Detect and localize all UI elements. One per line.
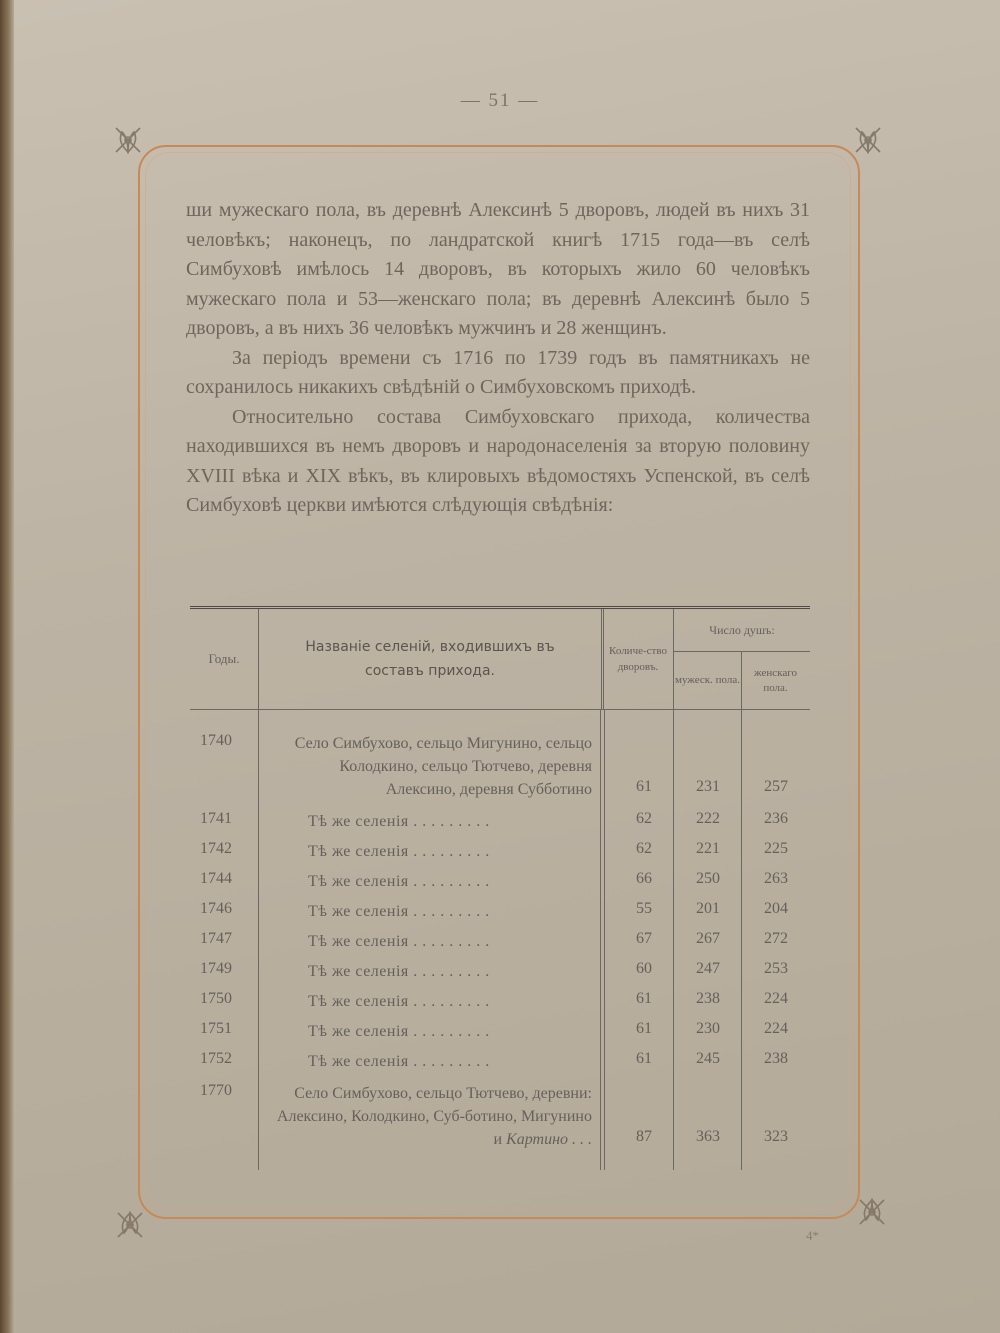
- fleuron-ornament-icon: [852, 1192, 892, 1232]
- cell-year: 1740: [200, 732, 232, 749]
- cell-year: 1746: [200, 900, 232, 917]
- cell-female: 323: [764, 1128, 788, 1145]
- header-souls: [674, 609, 810, 709]
- cell-households: 67: [636, 930, 652, 947]
- header-years: Годы.: [208, 651, 240, 666]
- cell-households: 62: [636, 840, 652, 857]
- cell-year: 1770: [200, 1082, 232, 1099]
- cell-male: 250: [696, 870, 720, 887]
- table-body: [190, 710, 810, 1170]
- parish-table: [190, 606, 810, 1170]
- cell-male: 222: [696, 810, 720, 827]
- cell-name: Тѣ же селенія . . .: [270, 1050, 592, 1073]
- cell-name: [270, 1082, 592, 1151]
- header-name: [258, 609, 604, 709]
- cell-households: 55: [636, 900, 652, 917]
- cell-name: Тѣ же селенія . . .: [270, 930, 592, 953]
- fleuron-ornament-icon: [108, 120, 148, 160]
- cell-households: 61: [636, 1020, 652, 1037]
- cell-female: 236: [764, 810, 788, 827]
- header-households: Количе-ство дворовъ.: [603, 609, 674, 709]
- cell-male: 238: [696, 990, 720, 1007]
- cell-year: 1742: [200, 840, 232, 857]
- cell-name: Тѣ же селенія . . .: [270, 1020, 592, 1043]
- cell-female: 257: [764, 778, 788, 795]
- cell-female: 224: [764, 990, 788, 1007]
- cell-households: 60: [636, 960, 652, 977]
- cell-households: 62: [636, 810, 652, 827]
- cell-households: 61: [636, 990, 652, 1007]
- cell-female: 238: [764, 1050, 788, 1067]
- cell-year: 1741: [200, 810, 232, 827]
- cell-female: 263: [764, 870, 788, 887]
- cell-year: 1744: [200, 870, 232, 887]
- cell-male: 245: [696, 1050, 720, 1067]
- cell-male: 247: [696, 960, 720, 977]
- paragraph: ши мужескаго пола, въ деревнѣ Алексинѣ 5 дворовъ, людей въ нихъ 31 человѣкъ; наконецъ, по ландратской книгѣ 1715 года—въ селѣ Симбуховѣ имѣлось 14 дворовъ, въ которыхъ жило 60 человѣкъ мужескаго пола и 53—женскаго пола; въ деревнѣ Алексинѣ было 5 дворовъ, а въ нихъ 36 человѣкъ мужчинъ и 28 женщинъ.: [186, 199, 810, 339]
- cell-female: 224: [764, 1020, 788, 1037]
- cell-name: Тѣ же селенія . . .: [270, 810, 592, 833]
- header-souls-title: Число душъ:: [674, 609, 810, 652]
- header-male: мужеск. пола.: [674, 652, 742, 709]
- cell-year: 1749: [200, 960, 232, 977]
- header-name-text: Названіе селеній, входившихъ въ составъ прихода.: [305, 639, 555, 679]
- cell-year: 1751: [200, 1020, 232, 1037]
- cell-female: 204: [764, 900, 788, 917]
- paragraph: Относительно состава Симбуховскаго прихода, количества находившихся въ немъ дворовъ и народонаселенія за вторую половину XVIII вѣка и XIX вѣкъ, въ клировыхъ вѣдомостяхъ Успенской, въ селѣ Симбуховѣ церкви имѣются слѣдующія свѣдѣнія:: [186, 405, 810, 516]
- paragraph: За періодъ времени съ 1716 по 1739 годъ въ памятникахъ не сохранилось никакихъ свѣдѣній о Симбуховскомъ приходѣ.: [186, 346, 810, 398]
- cell-name: Село Симбухово, сельцо Мигунино, сельцо Колодкино, сельцо Тютчево, деревня Алексино, деревня Субботино: [294, 735, 592, 798]
- cell-male: 221: [696, 840, 720, 857]
- cell-households: 66: [636, 870, 652, 887]
- cell-female: 272: [764, 930, 788, 947]
- cell-name: Тѣ же селенія . . .: [270, 990, 592, 1013]
- body-text: [186, 196, 810, 521]
- cell-year: 1747: [200, 930, 232, 947]
- cell-female: 225: [764, 840, 788, 857]
- cell-male: 363: [696, 1128, 720, 1145]
- cell-name: Тѣ же селенія . . .: [270, 900, 592, 923]
- signature-mark: 4*: [806, 1228, 819, 1243]
- cell-households: 61: [636, 1050, 652, 1067]
- page-edge: [0, 0, 14, 1333]
- page-number: — 51 —: [460, 90, 540, 111]
- cell-name: Тѣ же селенія . . .: [270, 840, 592, 863]
- cell-year: 1752: [200, 1050, 232, 1067]
- cell-male: 267: [696, 930, 720, 947]
- cell-name: Тѣ же селенія . . .: [270, 960, 592, 983]
- cell-name: Тѣ же селенія . . .: [270, 870, 592, 893]
- cell-households: 87: [636, 1128, 652, 1145]
- cell-male: 231: [696, 778, 720, 795]
- cell-name-text: Село Симбухово, сельцо Тютчево, деревни: Алексино, Колодкино, Суб-ботино, Мигунино и: [276, 1085, 592, 1148]
- cell-male: 201: [696, 900, 720, 917]
- cell-year: 1750: [200, 990, 232, 1007]
- cell-households: 61: [636, 778, 652, 795]
- fleuron-ornament-icon: [848, 120, 888, 160]
- column-rule: [600, 710, 605, 1170]
- fleuron-ornament-icon: [110, 1205, 150, 1245]
- cell-male: 230: [696, 1020, 720, 1037]
- cell-name-italic: Картино . . .: [506, 1131, 592, 1148]
- header-female: женскаго пола.: [754, 666, 797, 694]
- cell-female: 253: [764, 960, 788, 977]
- table-header: [190, 609, 810, 710]
